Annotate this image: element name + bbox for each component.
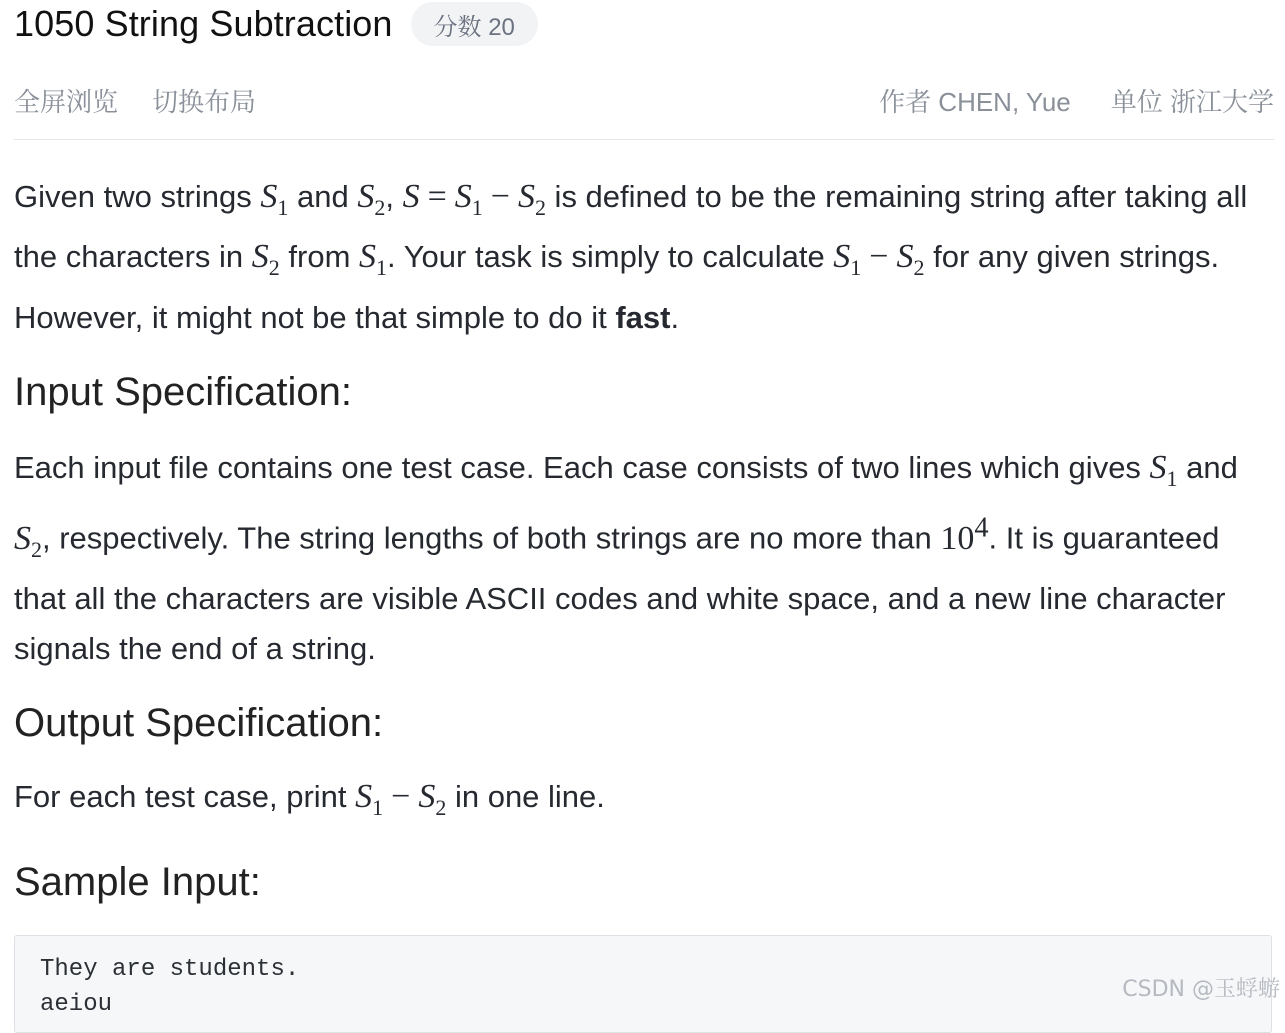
problem-title: 1050 String Subtraction <box>14 3 393 44</box>
output-spec-paragraph <box>14 772 1274 832</box>
text: , respectively. The string lengths of both strings are no more than <box>42 520 941 556</box>
text: is defined to be the remaining string after taking all the characters in <box>14 179 1248 275</box>
math-power: $10^4$ <box>940 512 989 557</box>
math-s2: $S_2$ <box>357 178 386 220</box>
input-spec-heading: Input Specification: <box>14 370 352 415</box>
math-minus: − <box>391 778 411 816</box>
problem-content <box>14 172 1274 1033</box>
math-s2: $S_2$ <box>418 778 447 820</box>
title-row <box>14 2 538 46</box>
input-spec-paragraph <box>14 443 1274 673</box>
math-minus: − <box>869 238 889 276</box>
header-divider <box>14 139 1274 140</box>
math-minus: − <box>490 178 510 215</box>
math-s1: $S_1$ <box>454 178 483 220</box>
score-badge: 分数 20 <box>411 2 538 46</box>
math-s1: $S_1$ <box>260 178 289 220</box>
toolbar <box>14 78 1274 122</box>
text: , <box>385 179 403 214</box>
organization-info: 单位 浙江大学 <box>1110 86 1274 117</box>
text: in one line. <box>446 779 605 815</box>
watermark: CSDN @玉蜉蝣 <box>1122 977 1280 1002</box>
switch-layout-button[interactable]: 切换布局 <box>152 86 257 117</box>
math-equals: = <box>427 178 447 215</box>
text: for any given strings. However, it might not be that simple to do it <box>14 239 1220 335</box>
text: Each input file contains one test case. Each case consists of two lines which gives <box>14 450 1150 486</box>
sample-input-code[interactable]: They are students. aeiou <box>14 935 1272 1033</box>
fullscreen-button[interactable]: 全屏浏览 <box>14 86 119 117</box>
description-paragraph <box>14 172 1274 342</box>
text: . Your task is simply to calculate <box>387 239 834 275</box>
text: . <box>670 299 680 335</box>
math-s2: $S_2$ <box>896 238 925 281</box>
text: and <box>288 179 358 214</box>
math-s2: $S_2$ <box>14 519 42 562</box>
output-spec-heading: Output Specification: <box>14 701 384 746</box>
math-s1: $S_1$ <box>1149 449 1178 491</box>
author-info: 作者 CHEN, Yue <box>879 86 1071 117</box>
text: Given two strings <box>14 179 261 214</box>
text: from <box>279 239 360 275</box>
bold-fast: fast <box>615 299 671 335</box>
text: . It is guaranteed that all the characters are visible ASCII codes and white space, and a new line character signals the end of a string. <box>14 520 1226 666</box>
math-s2: $S_2$ <box>517 178 546 220</box>
sample-input-heading: Sample Input: <box>14 860 261 905</box>
math-s1: $S_1$ <box>355 778 384 820</box>
math-s1: $S_1$ <box>833 238 862 281</box>
math-s: S <box>402 178 420 215</box>
math-s2: $S_2$ <box>251 238 280 281</box>
math-s1: $S_1$ <box>359 238 388 281</box>
text: and <box>1177 450 1238 486</box>
text: For each test case, print <box>14 779 356 815</box>
